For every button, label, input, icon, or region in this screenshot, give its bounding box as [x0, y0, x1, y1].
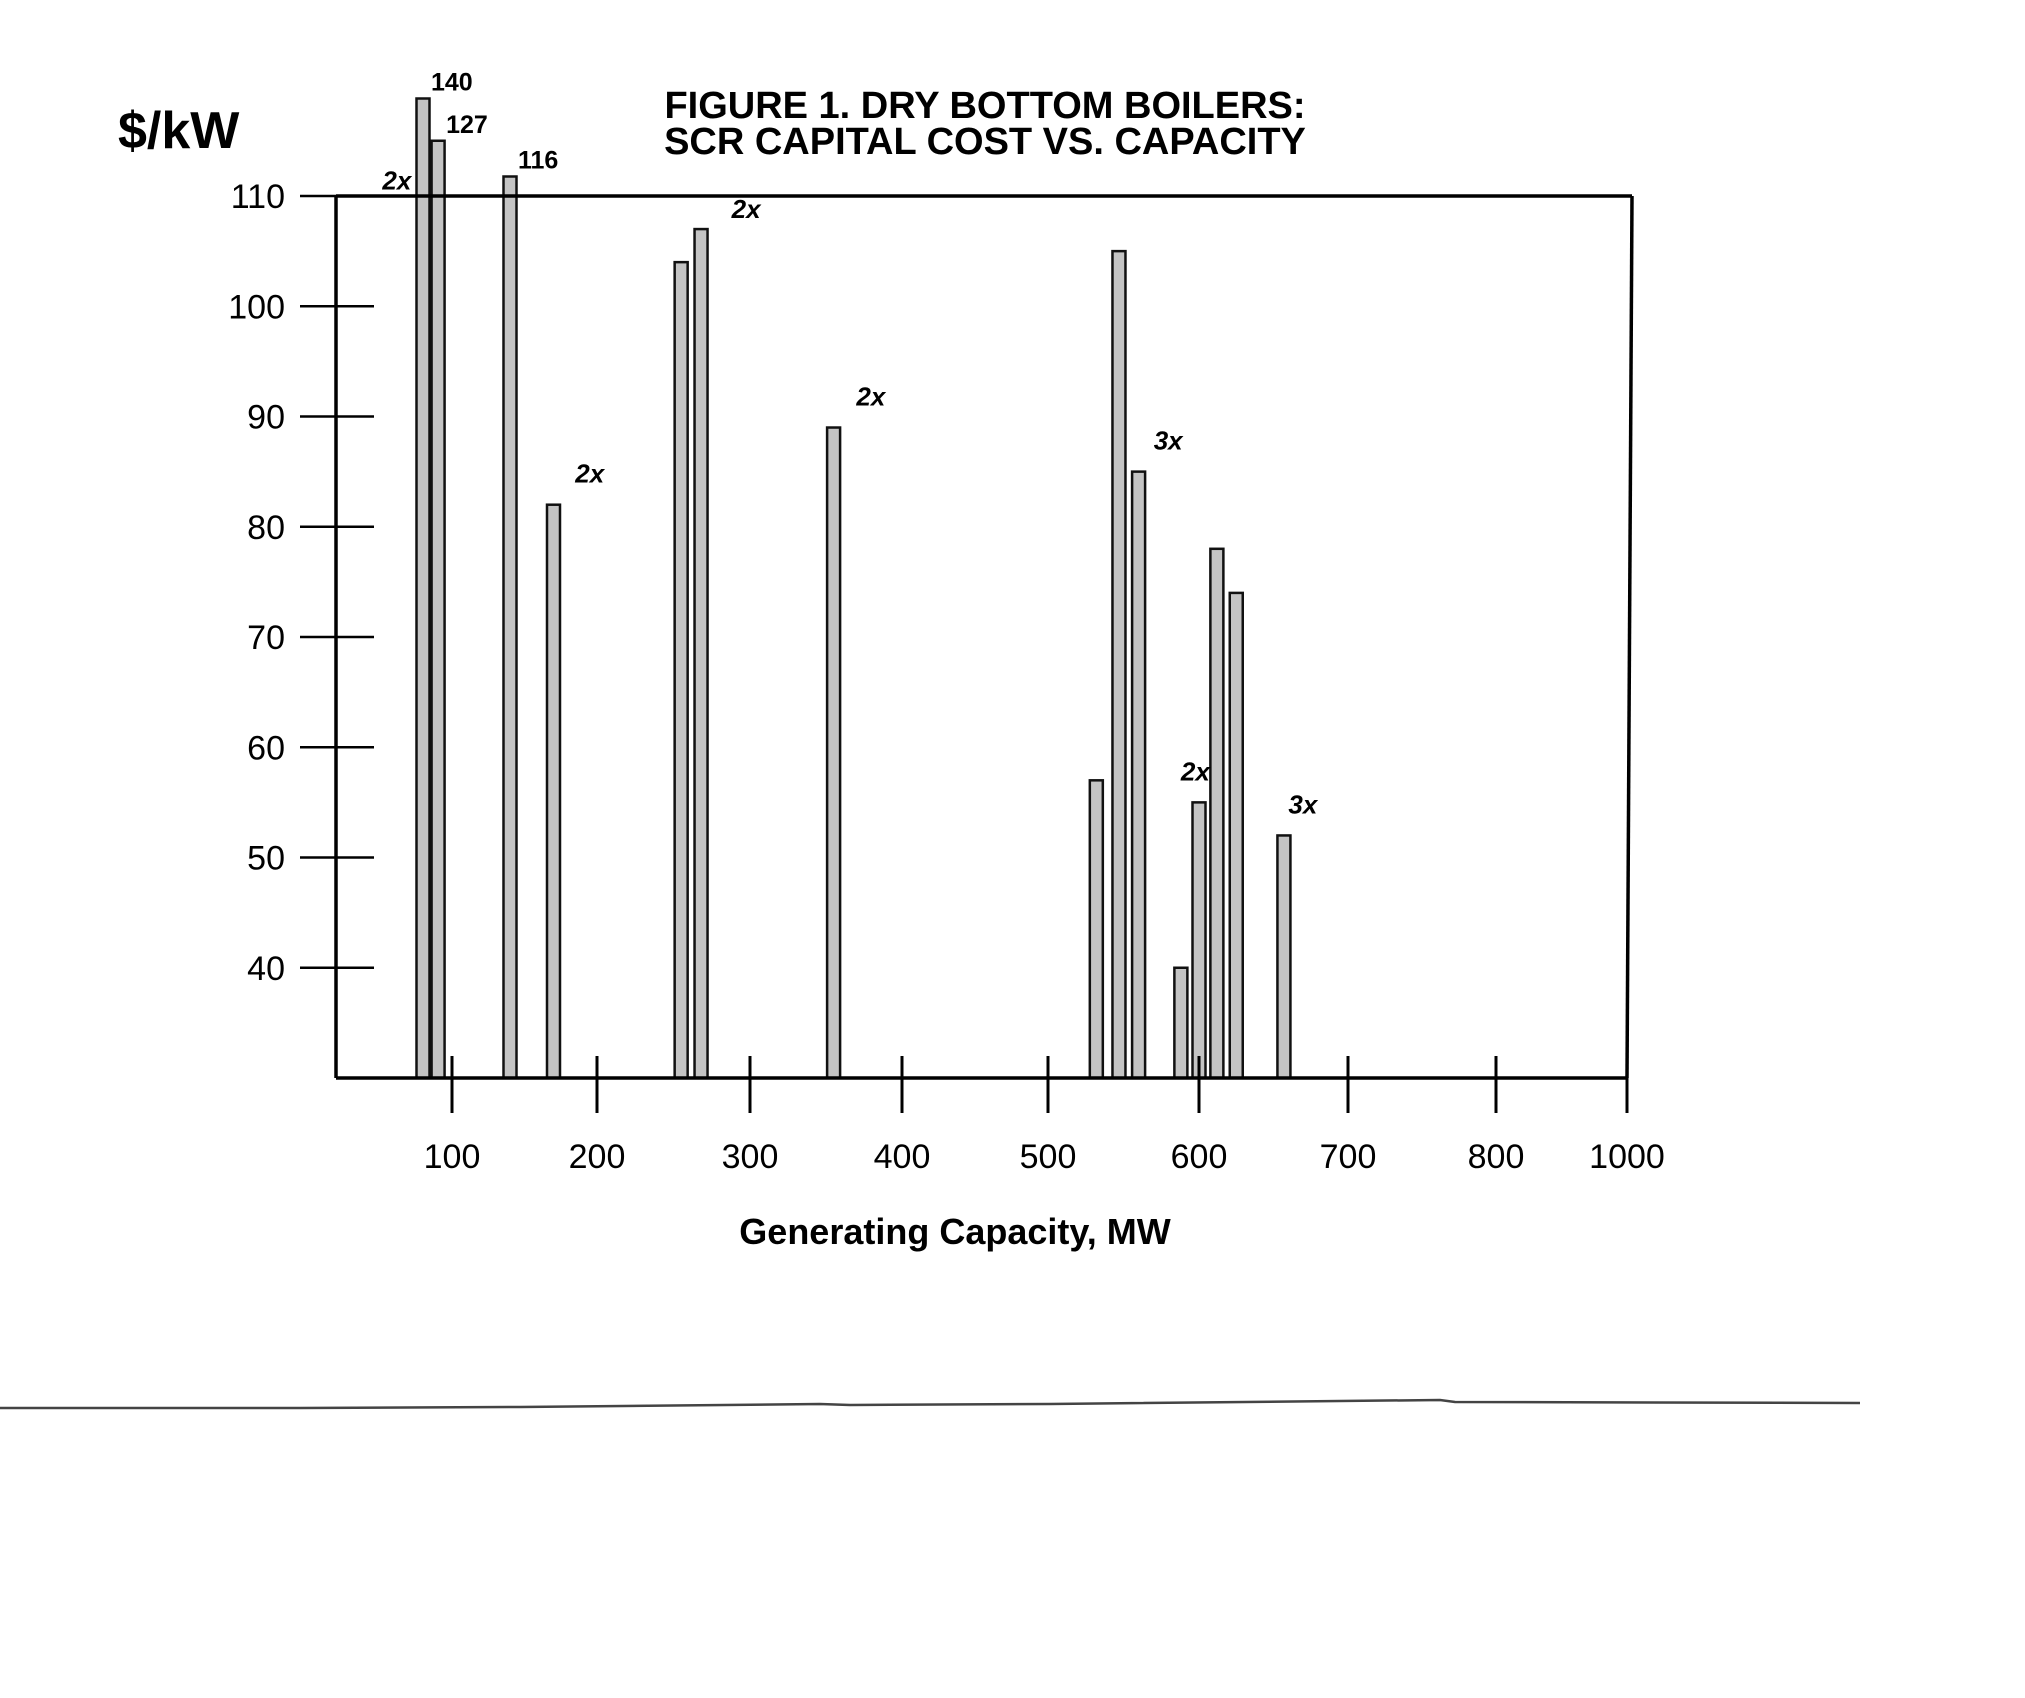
bar [417, 99, 430, 1079]
bar [1132, 472, 1145, 1078]
x-tick-label: 400 [873, 1138, 931, 1176]
page-divider-line [0, 1400, 1860, 1408]
bar [432, 141, 445, 1078]
y-tick-label: 90 [247, 398, 285, 437]
x-tick-label: 700 [1319, 1138, 1377, 1176]
y-tick-label: 60 [247, 729, 285, 768]
bar [1230, 593, 1243, 1078]
y-tick-label: 80 [247, 508, 285, 547]
y-axis-ticks [228, 178, 374, 988]
y-tick-label: 70 [247, 619, 285, 657]
bar [1193, 802, 1206, 1078]
multiplicity-annotation: 2x [575, 458, 605, 489]
x-axis-ticks [424, 1056, 1665, 1176]
bar-value-label: 116 [518, 146, 559, 175]
x-tick-label: 300 [721, 1138, 779, 1176]
bar [827, 428, 840, 1078]
bars-layer [417, 99, 1291, 1079]
chart-subtitle: SCR CAPITAL COST VS. CAPACITY [664, 121, 1306, 163]
multiplicity-annotation: 2x [1180, 756, 1210, 787]
multiplicity-annotation: 2x [731, 194, 761, 225]
bar [1174, 968, 1187, 1078]
y-tick-label: 110 [230, 178, 285, 216]
bar [547, 505, 560, 1078]
x-tick-label: 200 [568, 1138, 626, 1176]
x-tick-label: 100 [423, 1138, 481, 1176]
x-tick-label: 1000 [1589, 1138, 1665, 1176]
plot-frame-right [1627, 196, 1632, 1078]
multiplicity-annotations [381, 166, 1318, 820]
bar [1090, 780, 1103, 1078]
bar-value-label: 127 [446, 110, 488, 139]
bar [695, 229, 708, 1078]
bar [1210, 549, 1223, 1078]
multiplicity-annotation: 2x [856, 381, 886, 412]
bar-value-label: 140 [431, 68, 473, 97]
multiplicity-annotation: 3x [1153, 425, 1183, 456]
y-tick-label: 50 [247, 839, 285, 878]
chart-title: FIGURE 1. DRY BOTTOM BOILERS: [664, 85, 1306, 127]
multiplicity-annotation: 2x [382, 165, 412, 196]
bar [675, 262, 688, 1078]
bar [1277, 835, 1290, 1078]
multiplicity-annotation: 3x [1288, 789, 1318, 820]
y-tick-label: 40 [247, 949, 285, 988]
x-tick-label: 800 [1467, 1138, 1525, 1176]
y-tick-label: 100 [228, 288, 285, 327]
bar [1112, 251, 1125, 1078]
x-tick-label: 600 [1170, 1138, 1228, 1176]
plot-frame [336, 196, 1632, 1078]
x-tick-label: 500 [1019, 1138, 1077, 1176]
bar [504, 177, 517, 1079]
value-labels [431, 69, 558, 175]
y-axis-unit-label: $/kW [118, 102, 240, 160]
x-axis-title: Generating Capacity, MW [739, 1211, 1171, 1252]
